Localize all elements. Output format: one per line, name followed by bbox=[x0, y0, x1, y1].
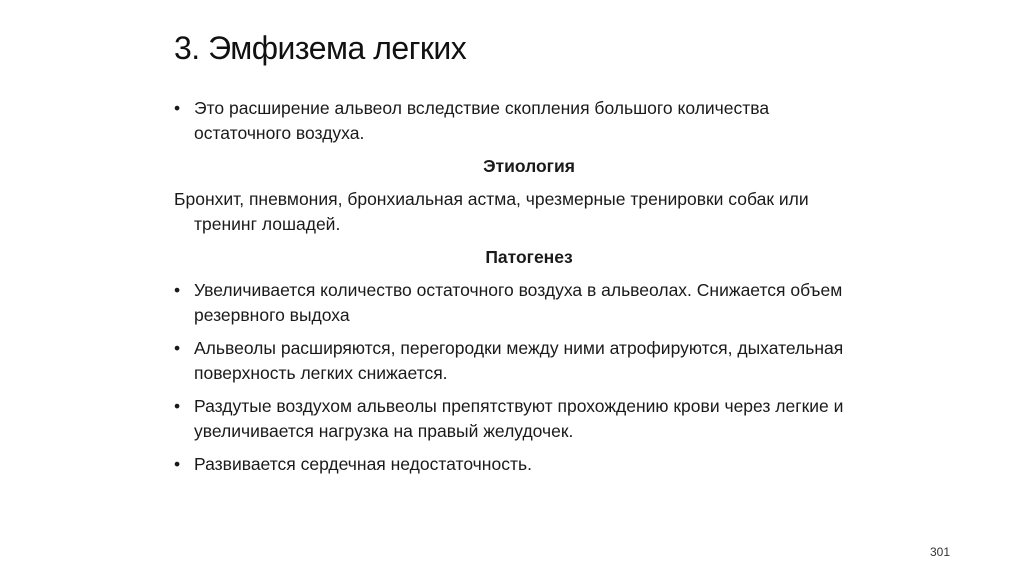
slide-title: 3. Эмфизема легких bbox=[174, 30, 467, 66]
pathogenesis-bullet-2: • Альвеолы расширяются, перегородки между ними атрофируются, дыхательная поверхность легких снижается. bbox=[174, 336, 864, 386]
intro-bullet: • Это расширение альвеол вследствие скопления большого количества остаточного воздуха. bbox=[174, 96, 864, 146]
pathogenesis-bullet-3: • Раздутые воздухом альвеолы препятствуют прохождению крови через легкие и увеличивается нагрузка на правый желудочек. bbox=[174, 394, 864, 444]
pathogenesis-heading: Патогенез bbox=[485, 247, 573, 267]
pathogenesis-bullet-1: • Увеличивается количество остаточного воздуха в альвеолах. Снижается объем резервного выдоха bbox=[174, 278, 864, 328]
etiology-text: Бронхит, пневмония, бронхиальная астма, чрезмерные тренировки собак или тренинг лошадей. bbox=[174, 189, 809, 234]
etiology-heading: Этиология bbox=[483, 156, 575, 176]
pathogenesis-bullet-4: • Развивается сердечная недостаточность. bbox=[174, 452, 864, 477]
page-number: 301 bbox=[929, 545, 950, 559]
slide-content bbox=[174, 96, 864, 485]
